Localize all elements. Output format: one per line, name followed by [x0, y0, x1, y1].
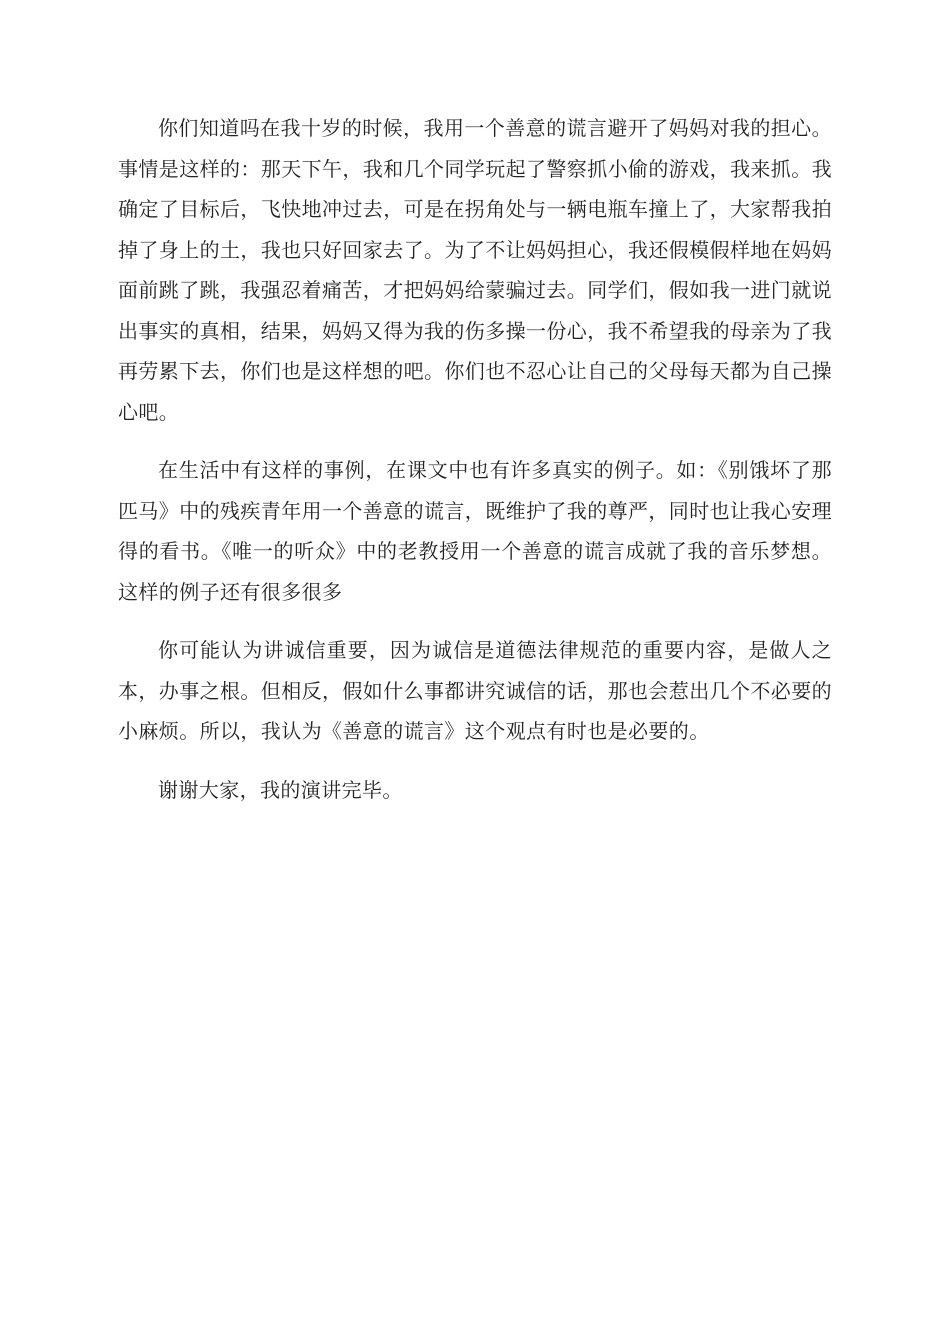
document-body — [118, 108, 832, 828]
paragraph-textbook-examples: 在生活中有这样的事例，在课文中也有许多真实的例子。如：《别饿坏了那匹马》中的残疾青年用一个善意的谎言，既维护了我的尊严，同时也让我心安理得的看书。《唯一的听众》中的老教授用一个善意的谎言成就了我的音乐梦想。这样的例子还有很多很多 — [118, 458, 832, 604]
paragraph-closing: 谢谢大家，我的演讲完毕。 — [158, 777, 403, 802]
paragraph-conclusion: 你可能认为讲诚信重要，因为诚信是道德法律规范的重要内容，是做人之本，办事之根。但相反，假如什么事都讲究诚信的话，那也会惹出几个不必要的小麻烦。所以，我认为《善意的谎言》这个观点有时也是必要的。 — [118, 638, 832, 743]
paragraph-childhood-story: 你们知道吗在我十岁的时候，我用一个善意的谎言避开了妈妈对我的担心。事情是这样的：那天下午，我和几个同学玩起了警察抓小偷的游戏，我来抓。我确定了目标后，飞快地冲过去，可是在拐角处与一辆电瓶车撞上了，大家帮我拍掉了身上的土，我也只好回家去了。为了不让妈妈担心，我还假模假样地在妈妈面前跳了跳，我强忍着痛苦，才把妈妈给蒙骗过去。同学们，假如我一进门就说出事实的真相，结果，妈妈又得为我的伤多操一份心，我不希望我的母亲为了我再劳累下去，你们也是这样想的吧。你们也不忍心让自己的父母每天都为自己操心吧。 — [118, 116, 832, 424]
